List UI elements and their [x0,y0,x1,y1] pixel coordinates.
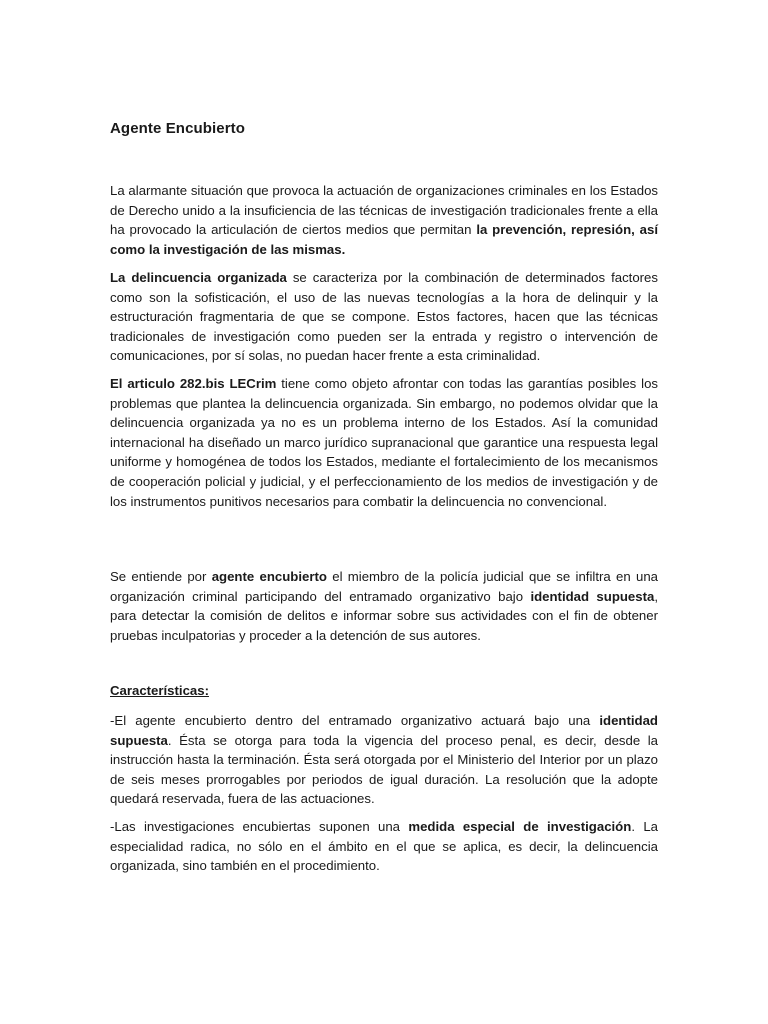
paragraph-definicion [110,567,658,645]
paragraph-identidad-text-1: -El agente encubierto dentro del entramado organizativo actuará bajo una [110,713,600,728]
paragraph-identidad [110,711,658,809]
paragraph-definicion-text-1: Se entiende por [110,569,212,584]
paragraph-definicion-bold-2: identidad supuesta [530,588,655,604]
paragraph-medida-bold: medida especial de investigación [408,819,632,834]
paragraph-delincuencia-text: se caracteriza por la combinación de determinados factores como son la sofisticación, el uso de las nuevas tecnologías a la hora de delinquir y la estructuración fragmentaria de que se compone. Estos factores, hacen que las técnicas tradicionales de investigación como pueden ser la entrada y registro o intervención de comunicaciones, por sí solas, no puedan hacer frente a esta criminalidad. [110,270,658,364]
document-title: Agente Encubierto [110,120,246,137]
paragraph-definicion-text-2: el miembro de la policía judicial que se infiltra en una organización criminal participando del entramado organizativo bajo [110,569,658,604]
paragraph-definicion-bold-1: agente encubierto [211,569,327,584]
paragraph-intro-text: La alarmante situación que provoca la actuación de organizaciones criminales en los Estados de Derecho unido a la insuficiencia de las técnicas de investigación tradicionales frente a ella ha provocado la articulación de ciertos medios que permitan [110,183,658,238]
paragraph-medida-text-1: -Las investigaciones encubiertas suponen una [110,819,409,834]
paragraph-intro-bold: la prevención, represión, así como la investigación de las mismas. [110,222,659,257]
paragraph-definicion-text-3: , para detectar la comisión de delitos e informar sobre sus actividades con el fin de obtener pruebas inculpatorias y proceder a la detención de sus autores. [110,588,658,643]
section-heading-caracteristicas: Características: [110,683,209,698]
paragraph-articulo-text: tiene como objeto afrontar con todas las garantías posibles los problemas que plantea la delincuencia organizada. Sin embargo, no podemos olvidar que la delincuencia organizada ya no es un problema interno de los Estados. Así la comunidad internacional ha diseñado un marco jurídico supranacional que garantice una respuesta legal uniforme y homogénea de todos los Estados, mediante el fortalecimiento de los mecanismos de cooperación policial y judicial, y el perfeccionamiento de los medios de investigación y de los instrumentos punitivos necesarios para combatir la delincuencia no convencional. [110,376,658,509]
paragraph-intro [110,181,658,259]
paragraph-medida [110,817,658,876]
paragraph-medida-text-2: . La especialidad radica, no sólo en el ámbito en el que se aplica, es decir, la delincuencia organizada, sino también en el procedimiento. [110,819,658,874]
paragraph-identidad-bold: identidad supuesta [110,713,658,748]
paragraph-delincuencia [110,268,658,366]
paragraph-articulo [110,374,658,511]
paragraph-articulo-bold: El articulo 282.bis LECrim [110,376,277,391]
paragraph-identidad-text-2: . Ésta se otorga para toda la vigencia del proceso penal, es decir, desde la instrucción hasta la terminación. Ésta será otorgada por el Ministerio del Interior por un plazo de seis meses prorrogables por periodos de igual duración. La resolución que la adopte quedará reservada, fuera de las actuaciones. [110,732,658,807]
paragraph-delincuencia-bold: La delincuencia organizada [110,270,287,285]
